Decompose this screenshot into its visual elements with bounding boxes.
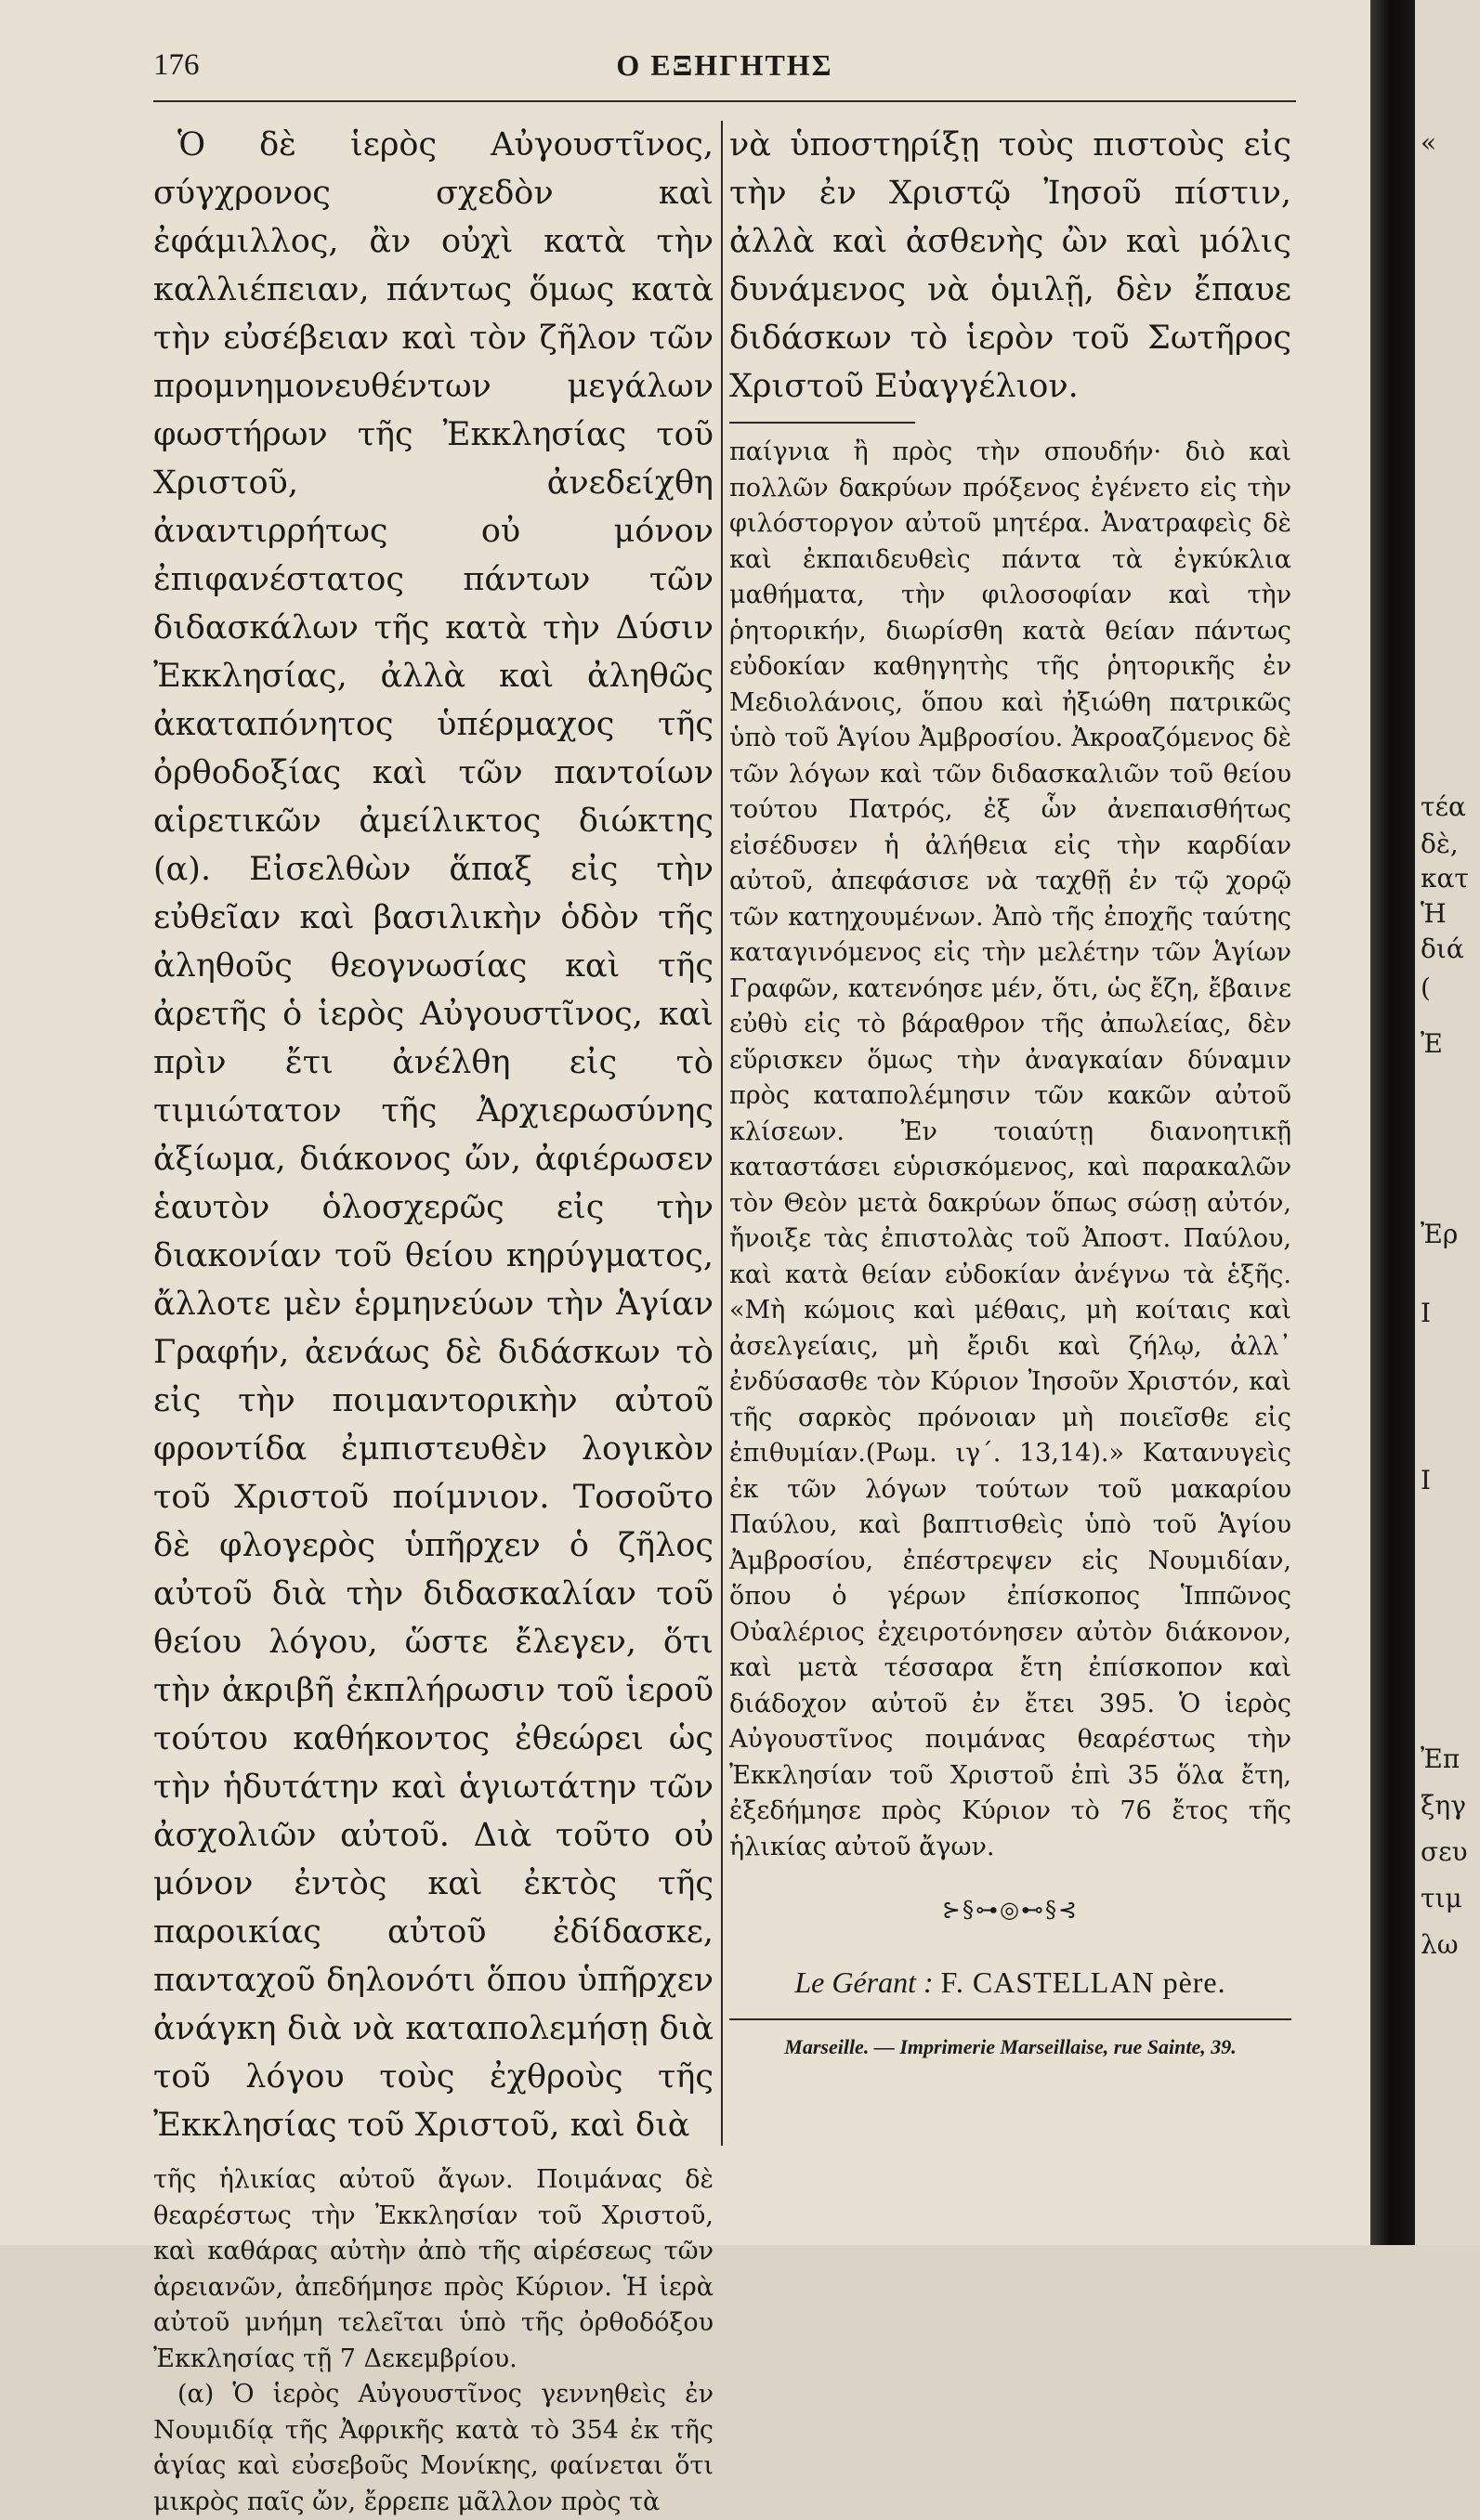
right-footnote-text: παίγνια ἢ πρὸς τὴν σπουδήν· διὸ καὶ πολλῶν δακρύων πρόξενος ἐγένετο εἰς τὴν φιλόστοργον αὐτοῦ μητέρα. Ἀνατραφεὶς δὲ καὶ ἐκπαιδευθεὶς πάντα τὰ ἐγκύκλια μαθήματα, τὴν φιλοσοφίαν καὶ τὴν ῥητορικήν, διωρίσθη κατὰ θείαν πάντως εὐδοκίαν καθηγητὴς τῆς ῥητορικῆς ἐν Μεδιολάνοις, ὅπου καὶ ἠξιώθη πατρικῶς ὑπὸ τοῦ Ἁγίου Ἀμβροσίου. Ἀκροαζόμενος δὲ τῶν λόγων καὶ τῶν διδασκαλιῶν τοῦ θείου τούτου Πατρός, ἐξ ὧν ἀνεπαισθήτως εἰσέδυσεν ἡ ἀλήθεια εἰς τὴν καρδίαν αὐτοῦ, ἀπεφάσισε νὰ ταχθῇ ἐν τῷ χορῷ τῶν κατηχουμένων. Ἀπὸ τῆς ἐποχῆς ταύτης καταγινόμενος εἰς τὴν μελέτην τῶν Ἁγίων Γραφῶν, κατενόησε μέν, ὅτι, ὡς ἔζη, ἔβαινε εὐθὺ εἰς τὸ βάραθρον τῆς ἀπωλείας, δὲν εὕρισκεν ὅμως τὴν ἀναγκαίαν δύναμιν πρὸς καταπολέμησιν τῶν κακῶν αὐτοῦ κλίσεων. Ἐν τοιαύτῃ διανοητικῇ καταστάσει εὑρισκόμενος, καὶ παρακαλῶν τὸν Θεὸν μετὰ δακρύων ὅπως σώσῃ αὐτόν, ἤνοιξε τὰς ἐπιστολὰς τοῦ Ἀποστ. Παύλου, καὶ κατὰ θείαν εὐδοκίαν ἀνέγνω τὰ ἑξῆς. «Μὴ κώμοις καὶ μέθαις, μὴ κοίταις καὶ ἀσελγείαις, μὴ ἔριδι καὶ ζήλῳ, ἀλλ᾽ ἐνδύσασθε τὸν Κύριον Ἰησοῦν Χριστόν, καὶ τῆς σαρκὸς πρόνοιαν μὴ ποιεῖσθε εἰς ἐπιθυμίαν.(Ρωμ. ιγ΄. 13,14).» Κατανυγεὶς ἐκ τῶν λόγων τούτων τοῦ μακαρίου Παύλου, καὶ βαπτισθεὶς ὑπὸ τοῦ Ἁγίου Ἀμβροσίου, ἐπέστρεψεν εἰς Νουμιδίαν, ὅπου ὁ γέρων ἐπίσκοπος Ἱππῶνος Οὐαλέριος ἐχειροτόνησεν αὐτὸν διάκονον, καὶ μετὰ τέσσαρα ἔτη ἐπίσκοπον καὶ διάδοχον αὐτοῦ ἐν ἔτει 395. Ὁ ἱερὸς Αὐγουστῖνος ποιμάνας θεαρέστως τὴν Ἐκκλησίαν τοῦ Χριστοῦ ἐπὶ 35 ὅλα ἔτη, ἐξεδήμησε πρὸς Κύριον τὸ 76 ἔτος τῆς ἡλικίας αὐτοῦ ἄγων.	[729, 437, 1291, 1861]
adjacent-fragment: Ι	[1421, 1465, 1432, 1495]
adjacent-fragment: Ι	[1421, 1298, 1432, 1328]
adjacent-fragment: (	[1421, 973, 1431, 1003]
right-footnote-separator	[729, 422, 915, 424]
book-gutter	[1370, 0, 1415, 2245]
adjacent-fragment: τέα	[1421, 791, 1466, 822]
adjacent-fragment: λω	[1421, 1929, 1459, 1960]
adjacent-fragment: Ἐ	[1421, 1028, 1443, 1059]
ornament: ⊱§⊶◎⊷§⊰	[941, 1897, 1080, 1923]
adjacent-page-edge	[1415, 0, 1480, 2245]
running-title: Ο ΕΞΗΓΗΤΗΣ	[616, 48, 833, 82]
column-divider	[721, 121, 723, 2146]
imprint-rule	[729, 2018, 1291, 2020]
gerant-name: F. CASTELLAN père.	[940, 1965, 1226, 1999]
adjacent-fragment: ξηγ	[1421, 1790, 1466, 1821]
adjacent-fragment: Ἐρ	[1421, 1219, 1459, 1249]
adjacent-fragment: Ἡ	[1421, 898, 1447, 929]
gerant-label: Le Gérant :	[794, 1965, 934, 1999]
adjacent-fragment: διά	[1421, 934, 1464, 964]
footnote-continuation: τῆς ἡλικίας αὐτοῦ ἄγων. Ποιμάνας δὲ θεαρέστως τὴν Ἐκκλησίαν τοῦ Χριστοῦ, καὶ καθάρας αὐτὴν ἀπὸ τῆς αἱρέσεως τῶν ἀρειανῶν, ἀπεδήμησε πρὸς Κύριον. Ἡ ἱερὰ αὐτοῦ μνήμη τελεῖται ὑπὸ τῆς ὀρθοδόξου Ἐκκλησίας τῇ 7 Δεκεμβρίου.	[153, 2165, 714, 2373]
adjacent-fragment: σευ	[1421, 1836, 1468, 1867]
adjacent-fragment: τιμ	[1421, 1883, 1462, 1913]
adjacent-fragment: κατ	[1421, 863, 1469, 894]
page-number: 176	[153, 48, 200, 82]
header-rule	[153, 100, 1296, 102]
footnote-alpha: (α) Ὁ ἱερὸς Αὐγουστῖνος γεννηθεὶς ἐν Νουμιδίᾳ τῆς Ἀφρικῆς κατὰ τὸ 354 ἐκ τῆς ἁγίας καὶ εὐσεβοῦς Μονίκης, φαίνεται ὅτι μικρὸς παῖς ὤν, ἔρρεπε μᾶλλον πρὸς τὰ	[153, 2380, 714, 2516]
left-column	[153, 121, 714, 2520]
adjacent-fragment: δὲ,	[1421, 829, 1459, 859]
right-body-text: νὰ ὑποστηρίξῃ τοὺς πιστοὺς εἰς τὴν ἐν Χριστῷ Ἰησοῦ πίστιν, ἀλλὰ καὶ ἀσθενὴς ὢν καὶ μόλις δυνάμενος νὰ ὁμιλῇ, δὲν ἔπαυε διδάσκων τὸ ἱερὸν τοῦ Σωτῆρος Χριστοῦ Εὐαγγέλιον.	[729, 126, 1291, 405]
page-header	[153, 48, 1296, 89]
adjacent-fragment: «	[1421, 127, 1437, 158]
imprint-line: Marseille. — Imprimerie Marseillaise, rue Sainte, 39.	[784, 2035, 1237, 2058]
left-body-text: Ὁ δὲ ἱερὸς Αὐγουστῖνος, σύγχρονος σχεδὸν καὶ ἐφάμιλλος, ἂν οὐχὶ κατὰ τὴν καλλιέπειαν, πάντως ὅμως κατὰ τὴν εὐσέβειαν καὶ τὸν ζῆλον τῶν προμνημονευθέντων μεγάλων φωστήρων τῆς Ἐκκλησίας τοῦ Χριστοῦ, ἀνεδείχθη ἀναντιρρήτως οὐ μόνον ἐπιφανέστατος πάντων τῶν διδασκάλων τῆς κατὰ τὴν Δύσιν Ἐκκλησίας, ἀλλὰ καὶ ἀληθῶς ἀκαταπόνητος ὑπέρμαχος τῆς ὀρθοδοξίας καὶ τῶν παντοίων αἱρετικῶν ἀμείλικτος διώκτης (α). Εἰσελθὼν ἅπαξ εἰς τὴν εὐθεῖαν καὶ βασιλικὴν ὁδὸν τῆς ἀληθοῦς θεογνωσίας καὶ τῆς ἀρετῆς ὁ ἱερὸς Αὐγουστῖνος, καὶ πρὶν ἔτι ἀνέλθη εἰς τὸ τιμιώτατον τῆς Ἀρχιερωσύνης ἀξίωμα, διάκονος ὤν, ἀφιέρωσεν ἑαυτὸν ὁλοσχερῶς εἰς τὴν διακονίαν τοῦ θείου κηρύγματος, ἄλλοτε μὲν ἑρμηνεύων τὴν Ἁγίαν Γραφήν, ἀενάως δὲ διδάσκων τὸ εἰς τὴν ποιμαντορικὴν αὐτοῦ φροντίδα ἐμπιστευθὲν λογικὸν τοῦ Χριστοῦ ποίμνιον. Τοσοῦτο δὲ φλογερὸς ὑπῆρχεν ὁ ζῆλος αὐτοῦ διὰ τὴν διδασκαλίαν τοῦ θείου λόγου, ὥστε ἔλεγεν, ὅτι τὴν ἀκριβῆ ἐκπλήρωσιν τοῦ ἱεροῦ τούτου καθήκοντος ἐθεώρει ὡς τὴν ἡδυτάτην καὶ ἁγιωτάτην τῶν ἀσχολιῶν αὐτοῦ. Διὰ τοῦτο οὐ μόνον ἐντὸς καὶ ἐκτὸς τῆς παροικίας αὐτοῦ ἐδίδασκε, πανταχοῦ δηλονότι ὅπου ὑπῆρχεν ἀνάγκη διὰ νὰ καταπολεμήσῃ διὰ τοῦ λόγου τοὺς ἐχθροὺς τῆς Ἐκκλησίας τοῦ Χριστοῦ, καὶ διὰ	[153, 126, 714, 2144]
adjacent-fragment: Ἐπ	[1421, 1743, 1460, 1774]
gerant-line	[729, 1965, 1291, 2000]
right-column	[729, 121, 1291, 2059]
